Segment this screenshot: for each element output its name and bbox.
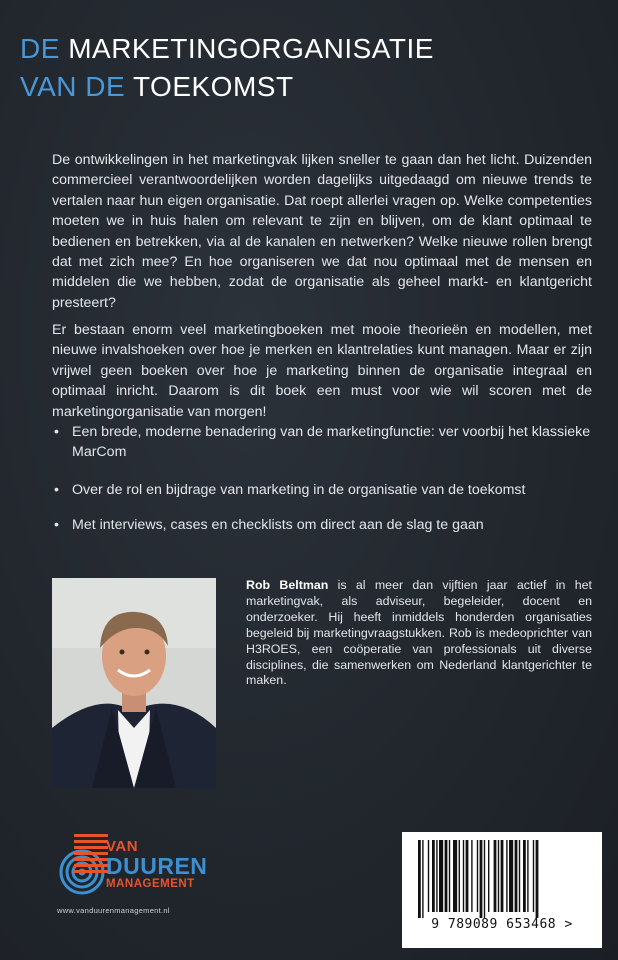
- barcode-bar: [480, 840, 483, 918]
- barcode-bar: [501, 840, 504, 912]
- intro-paragraph: De ontwikkelingen in het marketingvak lijken sneller te gaan dan het licht. Duizenden commercieel verantwoordelijken worden dagelijks uitgedaagd om nieuwe trends te vertalen naar hun eigen organisatie. Dat roept allerlei vragen op. Welke competenties moeten we in huis halen om relevant te zijn en blijven, om de klant optimaal te bedienen en betrekken, via al de kanalen en netwerken? Welke nieuwe rollen brengt dat met zich mee? En hoe organiseren we dat nou optimaal met de mensen en middelen die we hebben, zodat de organisatie als geheel markt- en klantgericht presteert?: [52, 152, 592, 311]
- barcode-bar: [498, 840, 499, 912]
- bullet-text: Over de rol en bijdrage van marketing in de organisatie van de toekomst: [72, 481, 526, 498]
- bullet-item: [52, 422, 592, 463]
- publisher-logo: [56, 832, 236, 900]
- second-paragraph: Er bestaan enorm veel marketingboeken met mooie theorieën en modellen, met nieuwe invalshoeken over hoe je merken en klantrelaties kunt managen. Maar er zijn vrijwel geen boeken over hoe je marketing binnen de organisatie integraal en optimaal inricht. Daarom is dit boek een must voor wie wil scoren met de marketingorganisatie van morgen!: [52, 322, 592, 420]
- title-word-1: MARKETINGORGANISATIE: [68, 33, 434, 64]
- barcode-bar: [466, 840, 469, 912]
- barcode-bar: [527, 840, 528, 912]
- bullet-item: [52, 515, 592, 535]
- barcode-bar: [488, 840, 489, 912]
- barcode-bar: [422, 840, 423, 918]
- barcode-bar: [506, 840, 507, 912]
- publisher-line-2: DUUREN: [106, 853, 208, 879]
- barcode-bar: [453, 840, 457, 912]
- bullet-list: [52, 422, 592, 536]
- barcode-bar: [428, 840, 429, 912]
- barcode-bar: [519, 840, 520, 912]
- bullet-dot: •: [54, 517, 59, 534]
- barcode-bar: [477, 840, 478, 912]
- bullet-dot: •: [54, 424, 59, 440]
- barcode-bars: [412, 840, 592, 918]
- isbn-number: [402, 917, 602, 932]
- bullet-text: Een brede, moderne benadering van de marketingfunctie: ver voorbij het klassieke MarCom: [72, 424, 591, 461]
- barcode-bar: [459, 840, 460, 912]
- barcode-bar: [484, 840, 485, 918]
- barcode-bar: [494, 840, 497, 912]
- barcode-bar: [509, 840, 513, 912]
- barcode-bar: [471, 840, 472, 912]
- title-accent-2: VAN DE: [20, 71, 126, 102]
- title-accent-1: DE: [20, 33, 60, 64]
- author-bio-text: is al meer dan vijftien jaar actief in het marketingvak, als adviseur, begeleider, docent en onderzoeker. Hij heeft inmiddels honderden organisaties begeleid bij marketingvraagstukken. Rob is medeoprichter van H3ROES, een coöperatie van professionals uit diverse disciplines, die samenwerken om Nederland klantgerichter te maken.: [246, 578, 592, 688]
- bullet-item: [52, 480, 592, 500]
- isbn-digits: 9 789089 653468: [431, 917, 557, 932]
- barcode-bar: [449, 840, 450, 912]
- barcode-bar: [445, 840, 448, 912]
- author-photo: [52, 578, 216, 788]
- title-word-2: TOEKOMST: [132, 71, 294, 102]
- barcode-bar: [523, 840, 526, 912]
- barcode-bar: [418, 840, 421, 918]
- author-name: Rob Beltman: [246, 578, 329, 592]
- barcode-bar: [533, 840, 534, 912]
- barcode-bar: [463, 840, 464, 912]
- publisher-line-1: VAN: [106, 838, 139, 855]
- author-bio: [246, 578, 592, 689]
- publisher-line-3: MANAGEMENT: [106, 878, 195, 890]
- bullet-text: Met interviews, cases en checklists om direct aan de slag te gaan: [72, 517, 484, 534]
- title-line-1: [20, 30, 434, 68]
- barcode-bar: [436, 840, 437, 912]
- barcode: [402, 832, 602, 948]
- book-title: [20, 30, 434, 106]
- barcode-bar: [515, 840, 518, 912]
- barcode-bar: [439, 840, 443, 912]
- barcode-bar: [432, 840, 435, 912]
- publisher-website: www.vanduurenmanagement.nl: [57, 906, 170, 915]
- isbn-trailing-mark: >: [564, 917, 573, 932]
- barcode-bar: [536, 840, 539, 918]
- bullet-dot: •: [54, 481, 59, 498]
- title-line-2: [20, 68, 434, 106]
